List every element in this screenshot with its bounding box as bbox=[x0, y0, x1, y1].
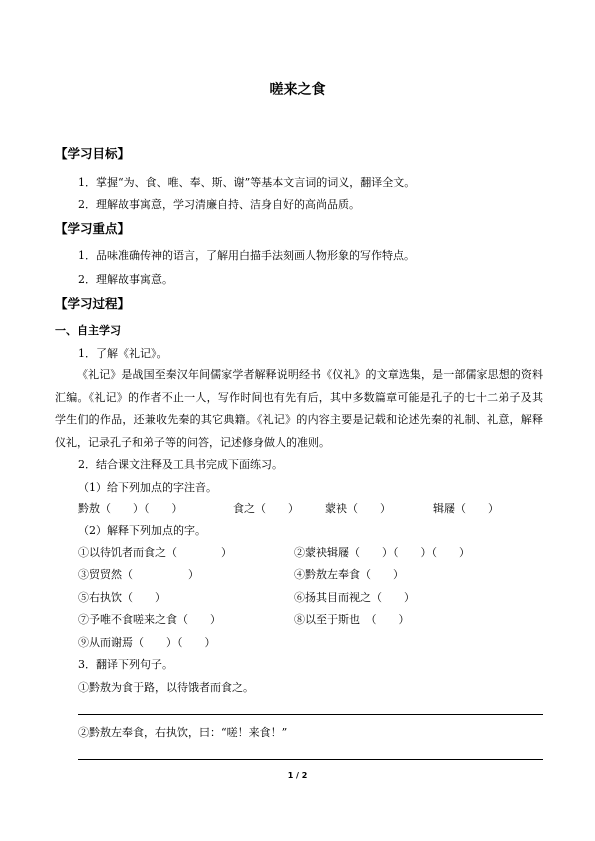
keypoints-heading: 【学习重点】 bbox=[55, 221, 131, 236]
page-number: 1 / 2 bbox=[287, 771, 308, 780]
selfstudy-item-1: 1．了解《礼记》。 bbox=[78, 347, 168, 360]
explain-item: ⑧以至于斯也 （ ） bbox=[294, 613, 410, 626]
explain-item: ④黔敖左奉食（ ） bbox=[294, 568, 404, 581]
explain-item: ⑥扬其目而视之（ ） bbox=[294, 591, 415, 604]
explain-item: ⑨从而谢焉（ ）（ ） bbox=[78, 636, 216, 649]
answer-line bbox=[78, 759, 543, 760]
selfstudy-heading: 一、自主学习 bbox=[55, 324, 121, 337]
answer-line bbox=[78, 714, 543, 715]
keypoint-item-2: 2．理解故事寓意。 bbox=[78, 273, 173, 286]
pinyin-item: 黔敖（ ）（ ） bbox=[78, 502, 183, 515]
page-title: 嗟来之食 bbox=[269, 82, 326, 98]
liji-paragraph: 《礼记》是战国至秦汉年间儒家学者解释说明经书《仪礼》的文章选集，是一部儒家思想的资料汇编。《礼记》的作者不止一人，写作时间也有先有后，其中多数篇章可能是孔子的七十二弟子及其学生们的作品，还兼收先秦的其它典籍。《礼记》的内容主要是记载和论述先秦的礼制、礼意，解释仪礼，记录孔子和弟子等的问答，记述修身做人的准则。 bbox=[55, 368, 543, 449]
pinyin-item: 蒙袂（ ） bbox=[325, 502, 391, 515]
explain-item: ②蒙袂辑屦（ ）（ ）（ ） bbox=[294, 546, 470, 559]
pinyin-item: 食之（ ） bbox=[233, 502, 299, 515]
explain-item: ⑤右执饮（ ） bbox=[78, 591, 166, 604]
translate-sentence-1: ①黔敖为食于路，以待饿者而食之。 bbox=[78, 681, 254, 694]
explain-subheading: （2）解释下列加点的字。 bbox=[78, 524, 206, 537]
explain-item: ①以待饥者而食之（ ） bbox=[78, 546, 232, 559]
pinyin-item: 辑屦（ ） bbox=[433, 502, 499, 515]
goal-item-1: 1．掌握“为、食、唯、奉、斯、谢”等基本文言词的词义，翻译全文。 bbox=[78, 176, 416, 189]
explain-item: ③贸贸然（ ） bbox=[78, 568, 199, 581]
explain-item: ⑦予唯不食嗟来之食（ ） bbox=[78, 613, 221, 626]
process-heading: 【学习过程】 bbox=[55, 296, 131, 311]
translate-sentence-2: ②黔敖左奉食，右执饮，曰：“嗟！来食！” bbox=[78, 726, 288, 739]
keypoint-item-1: 1．品味准确传神的语言，了解用白描手法刻画人物形象的写作特点。 bbox=[78, 249, 415, 262]
goal-item-2: 2．理解故事寓意，学习清廉自持、洁身自好的高尚品质。 bbox=[78, 198, 360, 211]
selfstudy-item-3: 3．翻译下列句子。 bbox=[78, 658, 173, 671]
pinyin-subheading: （1）给下列加点的字注音。 bbox=[78, 481, 217, 494]
goals-heading: 【学习目标】 bbox=[55, 146, 131, 161]
selfstudy-item-2: 2．结合课文注释及工具书完成下面练习。 bbox=[78, 458, 283, 471]
